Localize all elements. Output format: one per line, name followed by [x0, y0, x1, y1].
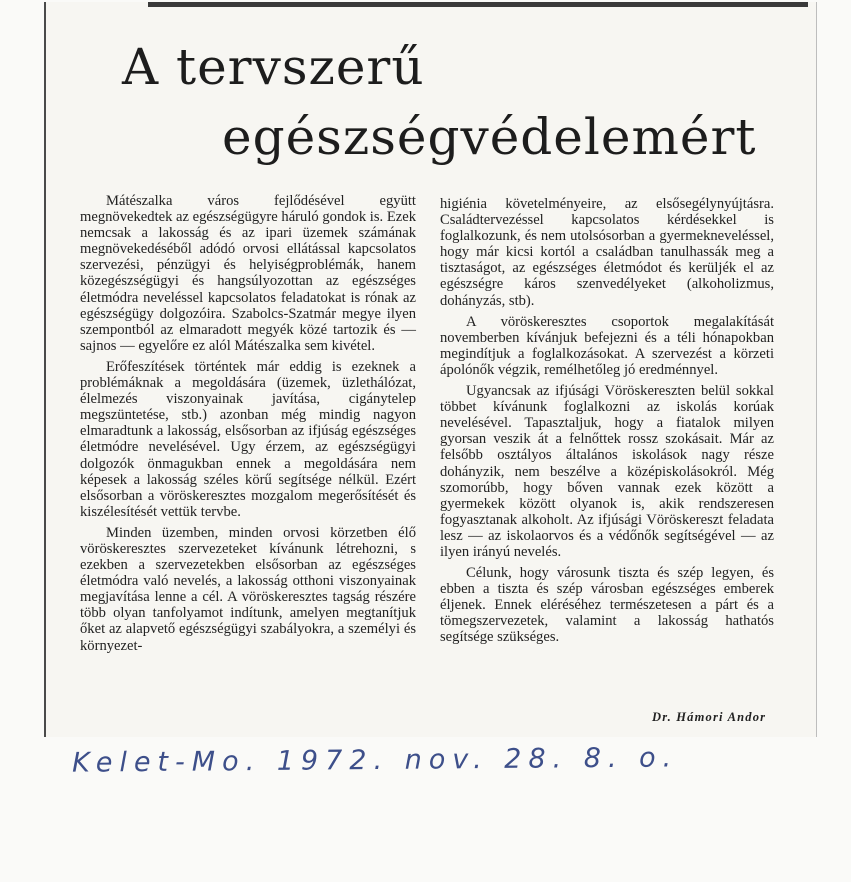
- paragraph-right-1: higiénia követelményeire, az elsősegélynyújtásra. Családtervezéssel kapcsolatos kérdésekkel is foglalkozunk, és nem utolsósorban a gyermekneveléssel, hogy már kicsi kortól a családban tanulhassák meg a tisztaságot, az egészséges életmódot és kerüljék el az egészségre káros szenvedélyeket (alkoholizmus, dohányzás, stb).: [440, 196, 774, 309]
- paragraph-left-3: Minden üzemben, minden orvosi körzetben élő vöröskeresztes szervezeteket kívánunk létrehozni, s ezekben a szervezetekben elsősorban az egészséges életmódra való nevelés, a lakosság otthoni viszonyainak megjavítása lenne a cél. A vöröskeresztes tagság részére több olyan tanfolyamot indítunk, amelyen megtanítjuk őket az alapvető egészségügyi szabályokra, a személyi és környezet-: [80, 524, 416, 654]
- right-text-column: [440, 196, 774, 651]
- top-rule-divider: [148, 2, 808, 7]
- left-text-column: [80, 193, 416, 659]
- paragraph-right-3: Ugyancsak az ifjúsági Vöröskereszten belül sokkal többet kívánunk foglalkozni az iskolás korúak nevelésével. Tapasztaljuk, hogy a fiatalok milyen gyorsan veszik át a felnőttek rossz szokásait. Már az felsőbb osztályos általános iskolások nagy része dohányzik, nem beszélve a középiskolásokról. Még szomorúbb, hogy bőven vannak ezek között a gyermekek között olyanok is, akik rendszeresen fogyasztanak alkoholt. Az ifjúsági Vöröskereszt feladata lesz — az iskolaorvos és a védőnők segítségével — az ilyen irányú nevelés.: [440, 383, 774, 560]
- article-title-line-2: egészségvédelemért: [222, 108, 757, 166]
- paragraph-right-2: A vöröskeresztes csoportok megalakítását novemberben kívánjuk befejezni és a téli hónapokban megindítjuk a foglalkozásokat. A szervezést a körzeti ápolónők végzik, remélhetőleg jó eredménnyel.: [440, 313, 774, 378]
- paragraph-left-1: Mátészalka város fejlődésével együtt megnövekedtek az egészségügyre háruló gondok is. Ezek nemcsak a lakosság és az ipari üzemek számának megnövekedéséből adódó orvosi ellátással kapcsolatos szervezési, pénzügyi és helyiségproblémák, hanem közegészségügyi és hangsúlyozottan az egészséges életmódra neveléssel kapcsolatos feladatokat is rónak az egészségügy dolgozóira. Szabolcs-Szatmár megye ilyen szempontból az elmaradott megyék közé tartozik és — sajnos — egyelőre ez alól Mátészalka sem kivétel.: [80, 193, 416, 354]
- handwritten-source-note: Kelet-Mo. 1972. nov. 28. 8. o.: [71, 742, 679, 779]
- paragraph-right-4: Célunk, hogy városunk tiszta és szép legyen, és ebben a tiszta és szép városban egészséges emberek éljenek. Ennek eléréséhez természetesen a párt és a tömegszervezetek, valamint a lakosság hathatós segítsége szükséges.: [440, 565, 774, 646]
- article-title-line-1: A tervszerű: [122, 38, 425, 96]
- author-signature: Dr. Hámori Andor: [652, 710, 767, 724]
- paragraph-left-2: Erőfeszítések történtek már eddig is ezeknek a problémáknak a megoldására (üzemek, üzlethálózat, élelmezés viszonyainak javítása, cigánytelep megszüntetése, stb.) azonban még mindig nagyon elmaradtunk a lakosság, elsősorban az ifjúság egészséges életmódre nevelésével. Ugy érzem, az egészségügyi dolgozók önmagukban ennek a megoldására nem képesek a lakosság széles körű segítsége nélkül. Ezért elsősorban a vöröskeresztes mozgalom megerősítését és kiszélesítését vettük tervbe.: [80, 358, 416, 520]
